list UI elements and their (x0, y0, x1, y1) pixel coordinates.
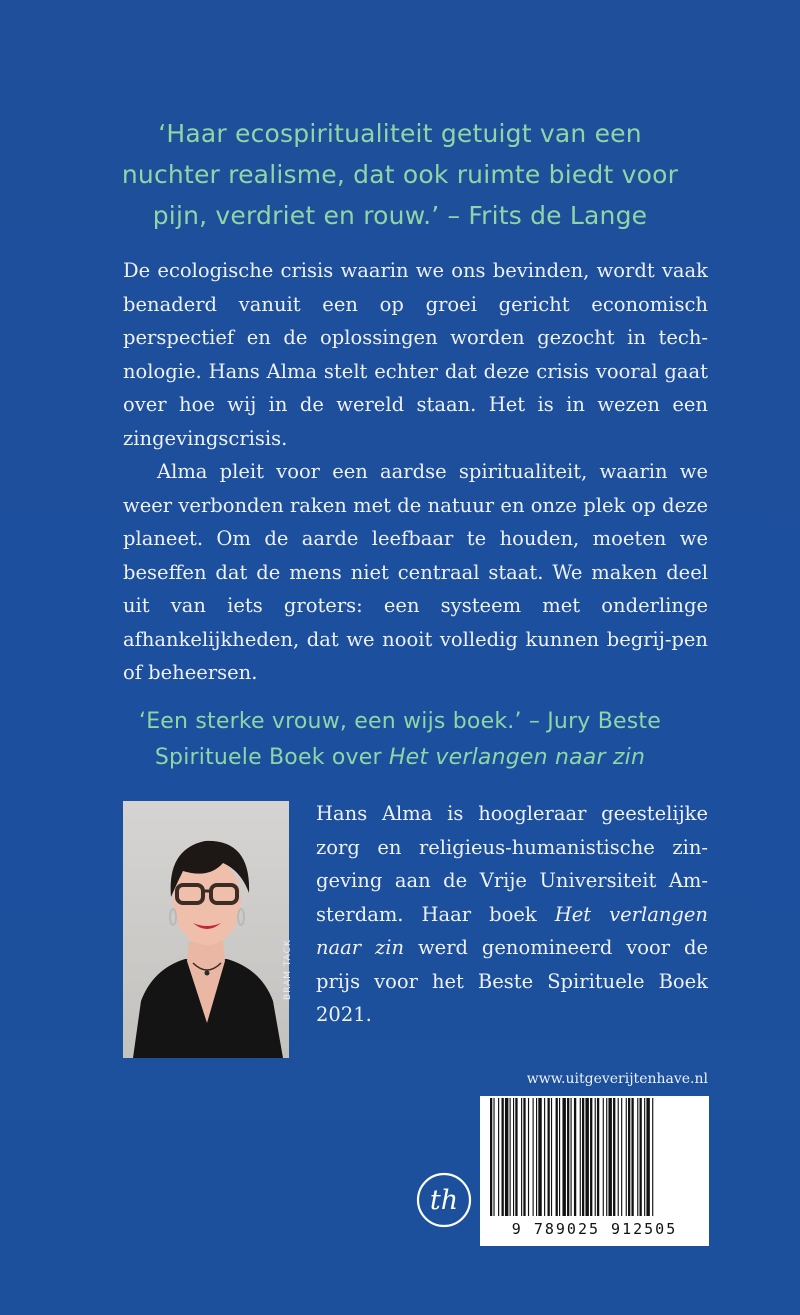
barcode-bar (597, 1098, 599, 1216)
barcode-bar (556, 1098, 558, 1216)
description-paragraph-1: De ecologische crisis waarin we ons bevinden, wordt vaak benaderd vanuit een op groei gericht economisch perspectief en de oplossingen worden gezocht in tech-nologie. Hans Alma stelt echter dat deze crisis vooral gaat over hoe wij in de wereld staan. Het is in wezen een zingevingscrisis. (123, 259, 708, 450)
top-quote-line2: nuchter realisme, dat ook ruimte biedt voor (121, 160, 679, 189)
publisher-logo (416, 1172, 472, 1228)
barcode-bar (585, 1098, 588, 1216)
photo-credit: BRAM TACK (283, 939, 293, 1000)
barcode-bar (523, 1098, 525, 1216)
barcode-bar (603, 1098, 604, 1216)
barcode-bar (498, 1098, 499, 1216)
barcode-bar (544, 1098, 545, 1216)
barcode-bar (536, 1098, 537, 1216)
top-quote (0, 113, 800, 236)
barcode-bar (502, 1098, 504, 1216)
barcode-bar (551, 1098, 552, 1216)
middle-quote-line1: ‘Een sterke vrouw, een wijs boek.’ – Jury Beste (139, 709, 661, 734)
description-paragraph-2: Alma pleit voor een aardse spiritualiteit, waarin we weer verbonden raken met de natuur en onze plek op deze planeet. Om de aarde leefbaar te houden, moeten we beseffen dat de mens niet centraal staat. We maken deel uit van iets groters: een systeem met onderlinge afhankelijkheden, dat we nooit volledig kunnen begrij-pen of beheersen. (123, 460, 708, 684)
barcode-bar (606, 1098, 607, 1216)
barcode-bar (521, 1098, 522, 1216)
barcode-bar (582, 1098, 584, 1216)
barcode-bar (646, 1098, 649, 1216)
barcode-bar (490, 1098, 492, 1216)
barcode-bar (562, 1098, 565, 1216)
barcode-bar (652, 1098, 653, 1216)
barcode-bar (571, 1098, 572, 1216)
barcode-bar (533, 1098, 534, 1216)
publisher-url: www.uitgeverijtenhave.nl (526, 1071, 708, 1087)
bio-book-title: Het verlangen naar zin (316, 902, 708, 959)
top-quote-line3: pijn, verdriet en rouw.’ – Frits de Lange (152, 201, 648, 230)
barcode-bar (626, 1098, 627, 1216)
barcode-bar (637, 1098, 638, 1216)
barcode-bar (505, 1098, 508, 1216)
barcode-bar (621, 1098, 622, 1216)
th-logo-icon (416, 1172, 472, 1228)
barcode-bar (580, 1098, 581, 1216)
barcode-bar (595, 1098, 596, 1216)
barcode-bar (640, 1098, 642, 1216)
barcode-bar (513, 1098, 514, 1216)
barcode-bars (490, 1098, 699, 1218)
isbn-barcode (480, 1096, 709, 1246)
barcode-bar (567, 1098, 569, 1216)
author-photo (123, 801, 289, 1058)
barcode-bar (628, 1098, 630, 1216)
top-quote-line1: ‘Haar ecospiritualiteit getuigt van een (158, 119, 642, 148)
barcode-bar (515, 1098, 517, 1216)
barcode-bar (574, 1098, 576, 1216)
barcode-bar (590, 1098, 592, 1216)
author-bio: Hans Alma is hoogleraar geestelijke zorg en religieus-humanistische zin-geving aan de Vrije Universiteit Am-sterdam. Haar boek Het verlangen naar zin werd genomineerd voor de prijs voor het Beste Spirituele Boek 2021. (316, 802, 708, 1026)
isbn-number: 9 789025 912505 (511, 1220, 678, 1238)
barcode-bar (618, 1098, 619, 1216)
middle-quote-line2: Spirituele Boek over Het verlangen naar zin (154, 745, 646, 770)
barcode-bar (644, 1098, 645, 1216)
author-portrait-illustration (123, 801, 289, 1058)
barcode-bar (631, 1098, 633, 1216)
publisher-logo-text: th (429, 1185, 459, 1216)
barcode-bar (538, 1098, 541, 1216)
barcode-bar (559, 1098, 560, 1216)
barcode-bar (548, 1098, 550, 1216)
barcode-bar (608, 1098, 611, 1216)
barcode-bar (493, 1098, 494, 1216)
middle-quote (0, 704, 800, 776)
barcode-bar (528, 1098, 529, 1216)
barcode-bar (613, 1098, 615, 1216)
barcode-bar (510, 1098, 511, 1216)
book-title: Het verlangen naar zin (388, 745, 646, 770)
